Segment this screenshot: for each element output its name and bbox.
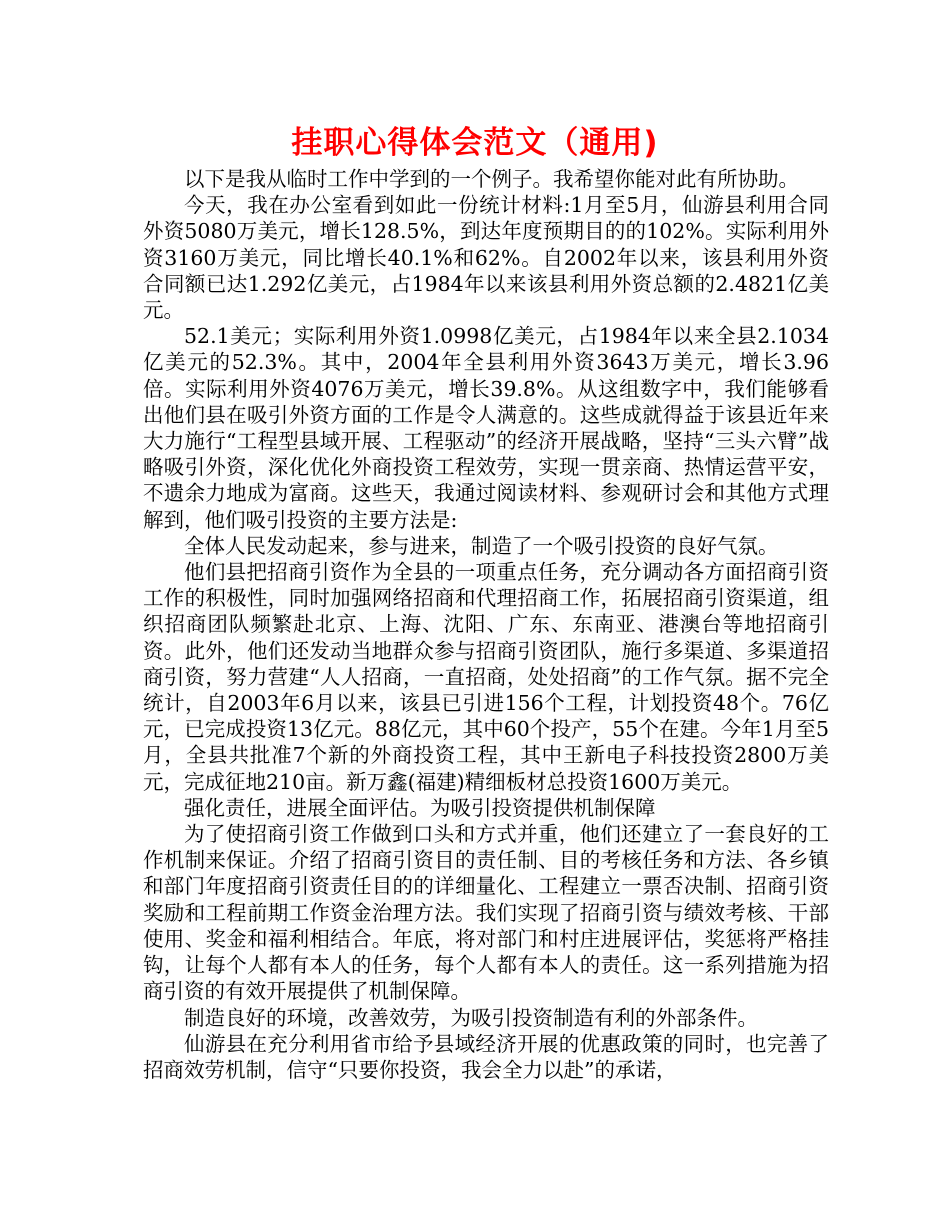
paragraph: 52.1美元；实际利用外资1.0998亿美元，占1984年以来全县2.1034亿美元的52.3%。其中，2004年全县利用外资3643万美元，增长3.96倍。实际利用外资4076万美元，增长39.8%。从这组数字中，我们能够看出他们县在吸引外资方面的工作是令人满意的。这些成就得益于该县近年来大力施行“工程型县域开展、工程驱动”的经济开展战略，坚持“三头六臂”战略吸引外资，深化优化外商投资工程效劳，实现一贯亲商、热情运营平安，不遗余力地成为富商。这些天，我通过阅读材料、参观研讨会和其他方式理解到，他们吸引投资的主要方法是: xyxy=(143,324,829,532)
document-title: 挂职心得体会范文（通用) xyxy=(291,125,659,161)
paragraph: 以下是我从临时工作中学到的一个例子。我希望你能对此有所协助。 xyxy=(184,167,799,191)
document-body xyxy=(143,166,829,1083)
paragraph: 为了使招商引资工作做到口头和方式并重，他们还建立了一套良好的工作机制来保证。介绍了招商引资目的责任制、目的考核任务和方法、各乡镇和部门年度招商引资责任目的的详细量化、工程建立一票否决制、招商引资奖励和工程前期工作资金治理方法。我们实现了招商引资与绩效考核、干部使用、奖金和福利相结合。年底，将对部门和村庄进展评估，奖惩将严格挂钩，让每个人都有本人的任务，每个人都有本人的责任。这一系列措施为招商引资的有效开展提供了机制保障。 xyxy=(143,822,829,1004)
section-heading: 制造良好的环境，改善效劳，为吸引投资制造有利的外部条件。 xyxy=(184,1005,758,1030)
paragraph: 他们县把招商引资作为全县的一项重点任务，充分调动各方面招商引资工作的积极性，同时加强网络招商和代理招商工作，拓展招商引资渠道，组织招商团队频繁赴北京、上海、沈阳、广东、东南亚、港澳台等地招商引资。此外，他们还发动当地群众参与招商引资团队，施行多渠道、多渠道招商引资，努力营建“人人招商，一直招商，处处招商”的工作气氛。据不完全统计，自2003年6月以来，该县已引进156个工程，计划投资48个。76亿元，已完成投资13亿元。88亿元，其中60个投产，55个在建。今年1月至5月，全县共批准7个新的外商投资工程，其中王新电子科技投资2800万美元，完成征地210亩。新万鑫(福建)精细板材总投资1600万美元。 xyxy=(143,560,829,794)
paragraph: 今天，我在办公室看到如此一份统计材料:1月至5月，仙游县利用合同外资5080万美元，增长128.5%，到达年度预期目的的102%。实际利用外资3160万美元，同比增长40.1%和62%。自2002年以来，该县利用外资合同额已达1.292亿美元，占1984年以来该县利用外资总额的2.4821亿美元。 xyxy=(143,193,829,323)
paragraph: 仙游县在充分利用省市给予县域经济开展的优惠政策的同时，也完善了招商效劳机制，信守“只要你投资，我会全力以赴”的承诺， xyxy=(143,1031,829,1082)
section-heading: 强化责任，进展全面评估。为吸引投资提供机制保障 xyxy=(184,795,656,820)
paragraph: 全体人民发动起来，参与进来，制造了一个吸引投资的良好气氛。 xyxy=(184,533,779,558)
